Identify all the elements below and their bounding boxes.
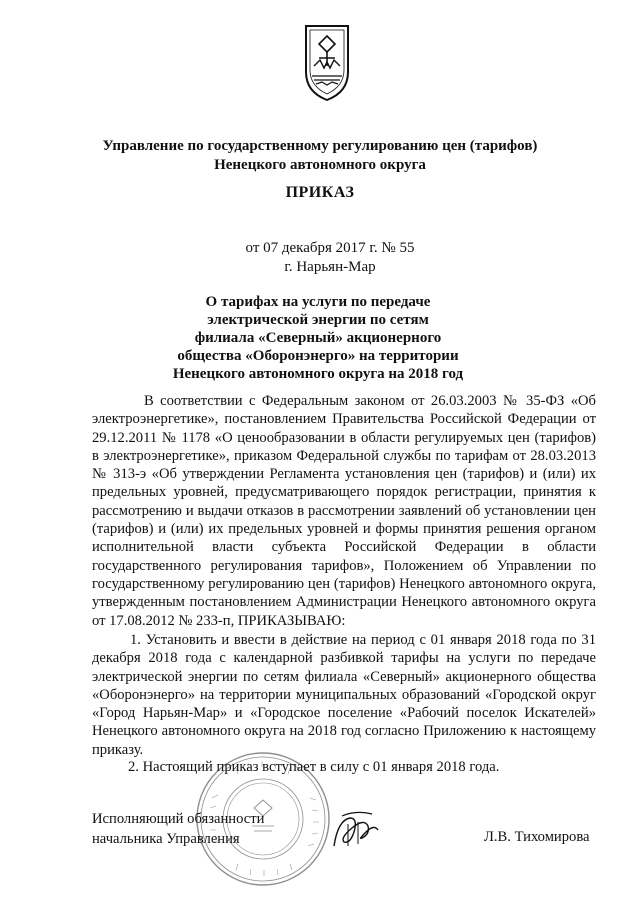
- subject-line-3: филиала «Северный» акционерного: [194, 330, 442, 346]
- subject-line-2: электрической энергии по сетям: [207, 312, 429, 328]
- document-meta: [0, 239, 640, 277]
- order-item-2: 2. Настоящий приказ вступает в силу с 01 января 2018 года.: [128, 759, 500, 775]
- position-line-1: Исполняющий обязанности: [92, 811, 265, 827]
- document-type: ПРИКАЗ: [285, 184, 355, 201]
- subject-line-1: О тарифах на услуги по передаче: [205, 294, 431, 310]
- organization-name: [0, 137, 640, 175]
- org-line-2: Ненецкого автономного округа: [214, 157, 426, 173]
- position-line-2: начальника Управления: [92, 831, 240, 847]
- signatory-position: [92, 809, 264, 849]
- handwritten-signature-icon: [328, 806, 384, 856]
- document-subject: [0, 293, 636, 383]
- order-item-1: 1. Установить и ввести в действие на период с 01 января 2018 года по 31 декабря 2018 года с календарной разбивкой тарифы на услуги по передаче электрической энергии по сетям филиала «Северный» акционерного общества «Оборонэнерго» на территории муниципальных образований «Городской округ «Город Нарьян-Мар» и «Городское поселение «Рабочий поселок Искателей» Ненецкого автономного округа на 2018 год согласно Приложению к настоящему приказу.: [92, 632, 596, 758]
- date-number-line: от 07 декабря 2017 г. № 55: [245, 240, 415, 256]
- coat-of-arms-icon: [302, 22, 352, 102]
- org-line-1: Управление по государственному регулированию цен (тарифов): [102, 138, 538, 154]
- signatory-name: Л.В. Тихомирова: [484, 829, 590, 845]
- subject-line-5: Ненецкого автономного округа на 2018 год: [172, 366, 464, 382]
- place-line: г. Нарьян-Мар: [284, 259, 376, 275]
- subject-line-4: общества «Оборонэнерго» на территории: [177, 348, 459, 364]
- preamble-paragraph: В соответствии с Федеральным законом от 26.03.2003 № 35-ФЗ «Об электроэнергетике», постановлением Правительства Российской Федерации от 29.12.2011 № 1178 «О ценообразовании в области регулируемых цен (тарифов) в электроэнергетике», приказом Федеральной службы по тарифам от 28.03.2013 № 313-э «Об утверждении Регламента установления цен (тарифов) и (или) их предельных уровней, предусматривающего порядок регистрации, принятия к рассмотрению и выдачи отказов в рассмотрении заявлений об установлении цен (тарифов) и (или) их предельных уровней и формы принятия решения органом исполнительной власти субъекта Российской Федерации в области государственного регулирования тарифов», Положением об Управлении по государственному регулированию цен (тарифов) Ненецкого автономного округа, утвержденным постановлением Администрации Ненецкого автономного округа от 17.08.2012 № 233-п, ПРИКАЗЫВАЮ:: [92, 393, 596, 629]
